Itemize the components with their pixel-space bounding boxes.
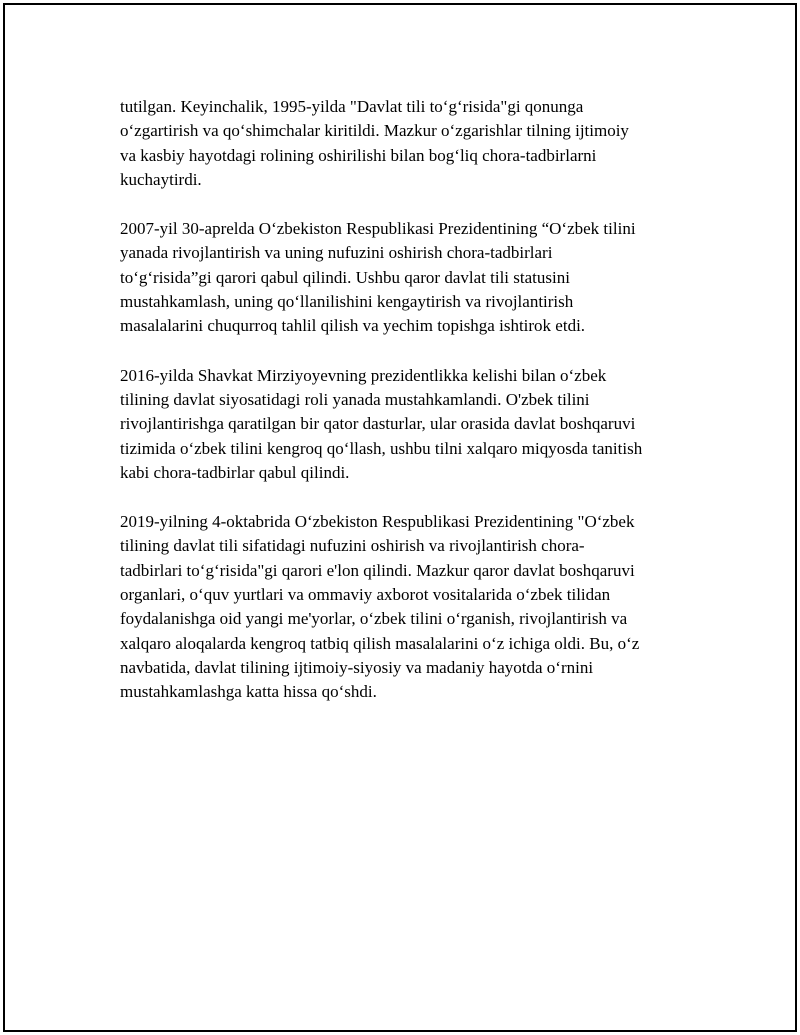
paragraph-2007-presidential-decree: 2007-yil 30-aprelda O‘zbekiston Respublikasi Prezidentining “O‘zbek tilini yanada rivojlantirish va uning nufuzini oshirish chora-tadbirlari to‘g‘risida”gi qarori qabul qilindi. Ushbu qaror davlat tili statusini mustahkamlash, uning qo‘llanilishini kengaytirish va rivojlantirish masalalarini chuqurroq tahlil qilish va yechim topishga ishtirok etdi. <box>120 219 636 336</box>
page-frame <box>3 3 797 1032</box>
paragraph-2016-language-policy: 2016-yilda Shavkat Mirziyoyevning prezidentlikka kelishi bilan o‘zbek tilining davlat siyosatidagi roli yanada mustahkamlandi. O'zbek tilini rivojlantirishga qaratilgan bir qator dasturlar, ular orasida davlat boshqaruvi tizimida o‘zbek tilini kengroq qo‘llash, ushbu tilni xalqaro miqyosda tanitish kabi chora-tadbirlar qabul qilindi. <box>120 365 643 482</box>
paragraph-2019-presidential-decree: 2019-yilning 4-oktabrida O‘zbekiston Respublikasi Prezidentining "O‘zbek tilining davlat tili sifatidagi nufuzini oshirish va rivojlantirish chora- tadbirlari to‘g‘risida"gi qarori e'lon qilindi. Mazkur qaror davlat boshqaruvi organlari, o‘quv yurtlari va ommaviy axborot vositalarida o‘zbek tilidan foydalanishga oid yangi me'yorlar, o‘zbek tilini o‘rganish, rivojlantirish va xalqaro aloqalarda kengroq tatbiq qilish masalalarini o‘z ichiga oldi. Bu, o‘z navbatida, davlat tilining ijtimoiy-siyosiy va madaniy hayotda o‘rnini mustahkamlashga katta hissa qo‘shdi. <box>120 512 640 702</box>
document-body <box>120 95 695 730</box>
paragraph-1995-law-amendments: tutilgan. Keyinchalik, 1995-yilda "Davlat tili to‘g‘risida"gi qonunga o‘zgartirish va qo‘shimchalar kiritildi. Mazkur o‘zgarishlar tilning ijtimoiy va kasbiy hayotdagi rolining oshirilishi bilan bog‘liq chora-tadbirlarni kuchaytirdi. <box>120 97 629 189</box>
